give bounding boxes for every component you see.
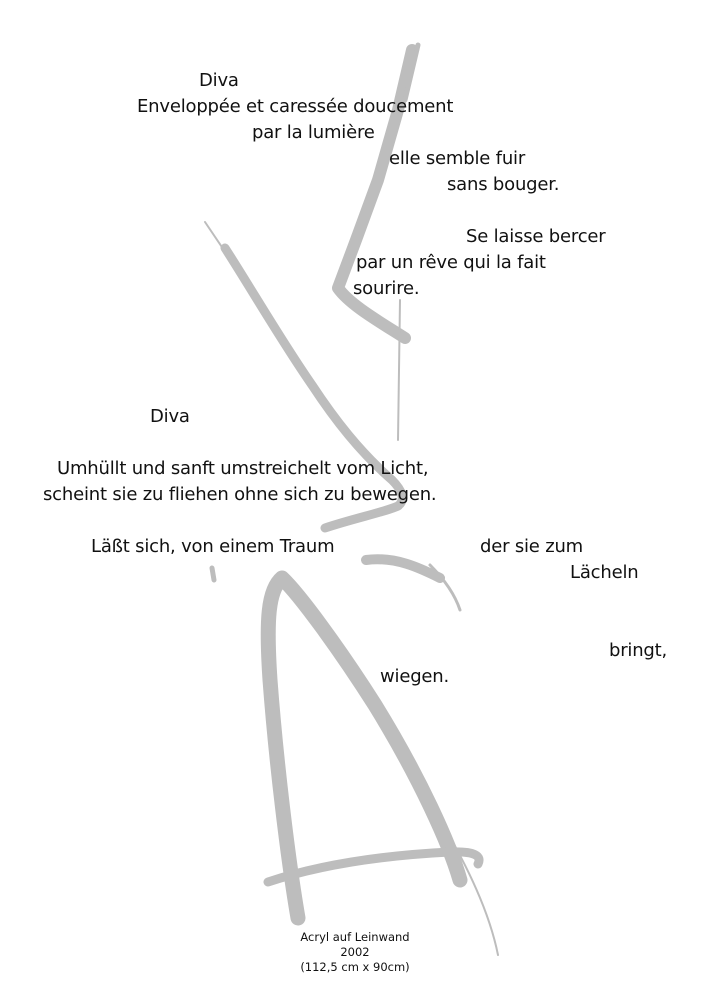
poem-french-line: par la lumière xyxy=(252,122,375,143)
poem-french-line: elle semble fuir xyxy=(389,148,526,169)
poem-german-line: Umhüllt und sanft umstreichelt vom Licht, xyxy=(57,458,429,479)
poem-french-line: Enveloppée et caressée doucement xyxy=(137,96,454,117)
poem-german-line: bringt, xyxy=(609,640,668,661)
poem-french-line: Diva xyxy=(199,70,239,91)
lower-crossbar-stroke xyxy=(268,852,479,882)
poem-french-line: Se laisse bercer xyxy=(466,226,606,247)
diagonal-thin-stroke xyxy=(205,222,232,262)
caption-year: 2002 xyxy=(340,945,370,959)
lower-a-stroke xyxy=(268,578,460,918)
poem-french-line: sourire. xyxy=(353,278,420,299)
side-curve-stroke xyxy=(430,565,460,610)
poem-german-line: Lächeln xyxy=(570,562,639,583)
poem-german-line: wiegen. xyxy=(380,666,450,687)
caption-dimensions: (112,5 cm x 90cm) xyxy=(300,960,410,974)
caption-medium: Acryl auf Leinwand xyxy=(300,930,410,944)
poem-german-line: der sie zum xyxy=(480,536,583,557)
middle-brush-stroke xyxy=(366,559,440,578)
poem-french-line: sans bouger. xyxy=(447,174,560,195)
thin-vertical-stroke xyxy=(398,300,400,440)
poem-german-line: Läßt sich, von einem Traum xyxy=(91,536,335,557)
poem-german-line: Diva xyxy=(150,406,190,427)
dot-stroke xyxy=(212,568,214,580)
artwork-caption xyxy=(255,930,455,975)
poem-french-line: par un rêve qui la fait xyxy=(356,252,546,273)
poem-german-line: scheint sie zu fliehen ohne sich zu bewegen. xyxy=(43,484,437,505)
